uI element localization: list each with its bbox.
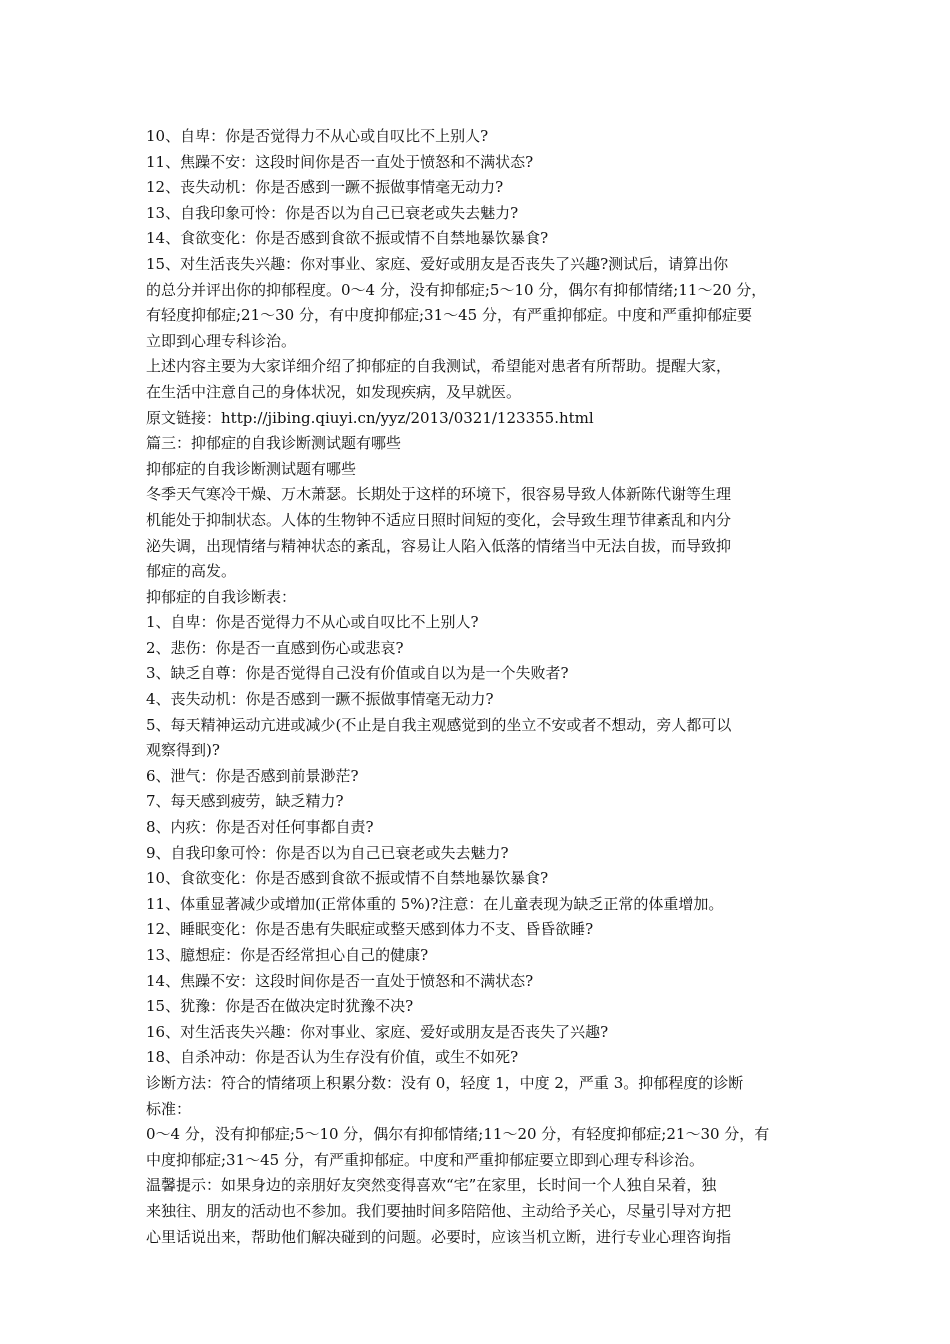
text-line: 诊断方法：符合的情绪项上积累分数：没有 0，轻度 1，中度 2，严重 3。抑郁程度的诊断 xyxy=(146,1073,744,1092)
text-line: 篇三：抑郁症的自我诊断测试题有哪些 xyxy=(146,434,402,453)
text-line: 0～4 分，没有抑郁症;5～10 分，偶尔有抑郁情绪;11～20 分，有轻度抑郁症;21～30 分，有 xyxy=(146,1125,770,1144)
text-line: 观察得到)? xyxy=(146,741,220,760)
text-line: 8、内疚：你是否对任何事都自责? xyxy=(146,818,374,837)
text-line: 6、泄气：你是否感到前景渺茫? xyxy=(146,766,359,785)
text-line: 12、丧失动机：你是否感到一蹶不振做事情毫无动力? xyxy=(146,178,504,197)
text-line: 泌失调，出现情绪与精神状态的紊乱，容易让人陷入低落的情绪当中无法自拔，而导致抑 xyxy=(146,536,732,555)
text-line: 来独往、朋友的活动也不参加。我们要抽时间多陪陪他、主动给予关心，尽量引导对方把 xyxy=(146,1201,732,1220)
text-line: 温馨提示：如果身边的亲朋好友突然变得喜欢“宅”在家里，长时间一个人独自呆着，独 xyxy=(146,1176,717,1195)
text-line: 2、悲伤：你是否一直感到伤心或悲哀? xyxy=(146,638,404,657)
text-line: 4、丧失动机：你是否感到一蹶不振做事情毫无动力? xyxy=(146,690,494,709)
text-line: 13、自我印象可怜：你是否以为自己已衰老或失去魅力? xyxy=(146,203,519,222)
text-line: 18、自杀冲动：你是否认为生存没有价值，或生不如死? xyxy=(146,1048,519,1067)
text-line: 16、对生活丧失兴趣：你对事业、家庭、爱好或朋友是否丧失了兴趣? xyxy=(146,1022,609,1041)
text-line: 14、焦躁不安：这段时间你是否一直处于愤怒和不满状态? xyxy=(146,971,534,990)
text-line: 15、对生活丧失兴趣：你对事业、家庭、爱好或朋友是否丧失了兴趣?测试后，请算出你 xyxy=(146,254,729,273)
text-line: 在生活中注意自己的身体状况，如发现疾病，及早就医。 xyxy=(146,382,522,401)
text-line: 的总分并评出你的抑郁程度。0～4 分，没有抑郁症;5～10 分，偶尔有抑郁情绪;11～20 分， xyxy=(146,280,767,299)
text-line: 标准： xyxy=(146,1099,192,1118)
text-line: 12、睡眠变化：你是否患有失眠症或整天感到体力不支、昏昏欲睡? xyxy=(146,920,594,939)
text-line: 机能处于抑制状态。人体的生物钟不适应日照时间短的变化，会导致生理节律紊乱和内分 xyxy=(146,510,732,529)
text-line: 1、自卑：你是否觉得力不从心或自叹比不上别人? xyxy=(146,613,479,632)
text-line: 11、体重显著减少或增加(正常体重的 5%)?注意：在儿童表现为缺乏正常的体重增加。 xyxy=(146,894,724,913)
text-line: 有轻度抑郁症;21～30 分，有中度抑郁症;31～45 分，有严重抑郁症。中度和严重抑郁症要 xyxy=(146,306,752,325)
text-line: 13、臆想症：你是否经常担心自己的健康? xyxy=(146,946,429,964)
text-line: 郁症的高发。 xyxy=(146,562,237,581)
text-line: 5、每天精神运动亢进或减少(不止是自我主观感觉到的坐立不安或者不想动，旁人都可以 xyxy=(146,715,732,734)
text-line: 冬季天气寒冷干燥、万木萧瑟。长期处于这样的环境下，很容易导致人体新陈代谢等生理 xyxy=(146,485,732,504)
text-line: 立即到心理专科诊治。 xyxy=(146,331,297,350)
text-line: 10、自卑：你是否觉得力不从心或自叹比不上别人? xyxy=(146,127,489,145)
text-line: 抑郁症的自我诊断测试题有哪些 xyxy=(146,459,357,478)
text-line: 3、缺乏自尊：你是否觉得自己没有价值或自以为是一个失败者? xyxy=(146,664,569,683)
document-body xyxy=(146,124,810,1250)
text-line: 原文链接：http://jibing.qiuyi.cn/yyz/2013/0321/123355.html xyxy=(146,408,594,427)
text-line: 9、自我印象可怜：你是否以为自己已衰老或失去魅力? xyxy=(146,843,509,862)
text-line: 中度抑郁症;31～45 分，有严重抑郁症。中度和严重抑郁症要立即到心理专科诊治。 xyxy=(146,1150,704,1169)
text-line: 15、犹豫：你是否在做决定时犹豫不决? xyxy=(146,997,414,1016)
text-line: 7、每天感到疲劳，缺乏精力? xyxy=(146,792,344,811)
text-line: 10、食欲变化：你是否感到食欲不振或情不自禁地暴饮暴食? xyxy=(146,869,549,888)
text-line: 抑郁症的自我诊断表： xyxy=(146,587,297,606)
text-line: 14、食欲变化：你是否感到食欲不振或情不自禁地暴饮暴食? xyxy=(146,229,549,248)
text-line: 上述内容主要为大家详细介绍了抑郁症的自我测试，希望能对患者有所帮助。提醒大家， xyxy=(146,357,732,376)
text-line: 11、焦躁不安：这段时间你是否一直处于愤怒和不满状态? xyxy=(146,152,534,171)
text-line: 心里话说出来，帮助他们解决碰到的问题。必要时，应该当机立断，进行专业心理咨询指 xyxy=(146,1227,732,1246)
